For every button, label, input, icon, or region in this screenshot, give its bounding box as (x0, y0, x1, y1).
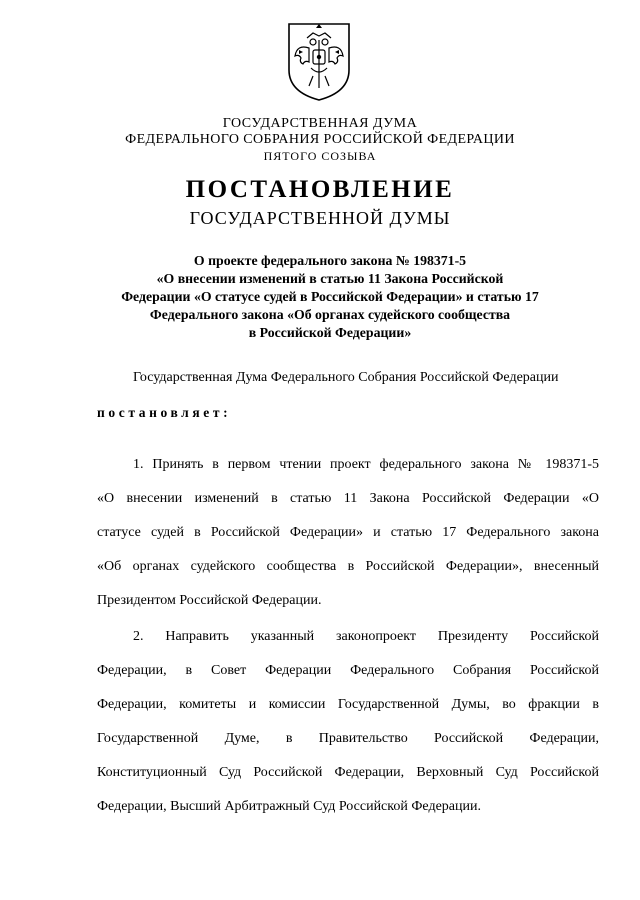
org-name-line-1: ГОСУДАРСТВЕННАЯ ДУМА (222, 116, 418, 131)
paragraph-line: 2. Направить указанный законопроект Президенту Российской (133, 629, 599, 644)
russian-coat-of-arms-icon (285, 20, 353, 104)
paragraph-line: Государственной Думе, в Правительство Российской Федерации, (97, 731, 599, 746)
document-subject (100, 252, 560, 342)
paragraph-line: статусе судей в Российской Федерации» и статью 17 Федерального закона (97, 525, 599, 540)
subject-line: «О внесении изменений в статью 11 Закона Российской (156, 271, 504, 286)
document-title: ПОСТАНОВЛЕНИЕ (185, 176, 455, 203)
subject-line: в Российской Федерации» (248, 325, 412, 340)
convocation-line: ПЯТОГО СОЗЫВА (263, 149, 377, 163)
subject-line: О проекте федерального закона № 198371-5 (193, 253, 467, 268)
paragraph-line: «Об органах судейского сообщества в Российской Федерации», внесенный (97, 559, 599, 574)
document-subtitle: ГОСУДАРСТВЕННОЙ ДУМЫ (189, 208, 451, 228)
paragraph-line: Президентом Российской Федерации. (97, 593, 322, 608)
resolves-text: постановляет: (97, 405, 232, 420)
paragraph-line: Конституционный Суд Российской Федерации, Верховный Суд Российской (97, 765, 599, 780)
paragraph-line: 1. Принять в первом чтении проект федерального закона № 198371-5 (133, 457, 599, 472)
subject-line: Федерации «О статусе судей в Российской Федерации» и статью 17 (121, 289, 539, 304)
paragraph-line: Федерации, комитеты и комиссии Государственной Думы, во фракции в (97, 697, 599, 712)
paragraph-line: Федерации, в Совет Федерации Федерального Собрания Российской (97, 663, 599, 678)
intro-text: Государственная Дума Федерального Собрания Российской Федерации (133, 370, 559, 385)
paragraph-line: Федерации, Высший Арбитражный Суд Российской Федерации. (97, 799, 481, 814)
org-name-line-2: ФЕДЕРАЛЬНОГО СОБРАНИЯ РОССИЙСКОЙ ФЕДЕРАЦИИ (125, 132, 515, 147)
paragraph-line: «О внесении изменений в статью 11 Закона Российской Федерации «О (97, 491, 599, 506)
subject-line: Федерального закона «Об органах судейского сообщества (149, 307, 511, 322)
